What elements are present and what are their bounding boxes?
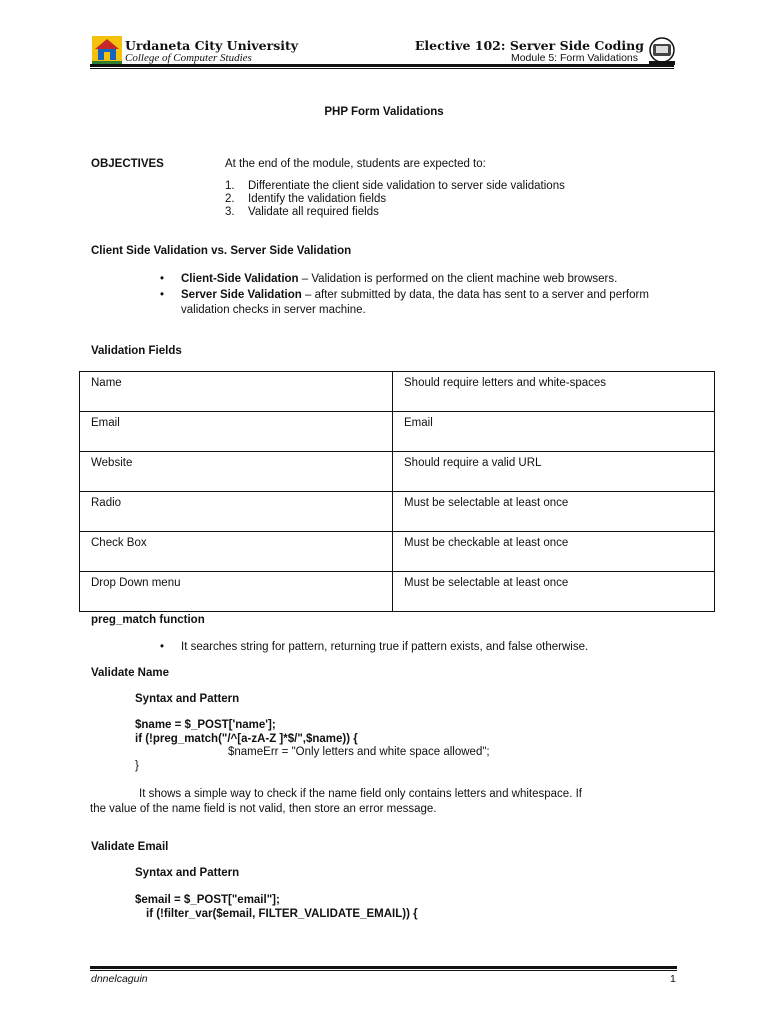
list-item: • Server Side Validation – after submitted by data, the data has sent to a server and perform validation checks in server machine. — [160, 288, 660, 319]
objectives-list — [225, 180, 565, 219]
validate-name-explanation: It shows a simple way to check if the name field only contains letters and whitespace. If — [139, 788, 582, 800]
code-line: if (!filter_var($email, FILTER_VALIDATE_EMAIL)) { — [146, 908, 418, 920]
code-line: } — [135, 760, 139, 772]
footer-rule-thin — [90, 970, 677, 971]
preg-match-heading: preg_match function — [91, 614, 205, 626]
validation-fields-heading: Validation Fields — [91, 345, 182, 357]
table-row: Website Should require a valid URL — [80, 452, 715, 492]
comparison-list — [160, 272, 660, 319]
college-name: College of Computer Studies — [125, 52, 252, 64]
list-item: • Client-Side Validation – Validation is performed on the client machine web browsers. — [160, 272, 660, 288]
code-line: $name = $_POST['name']; — [135, 719, 276, 731]
computer-studies-emblem — [645, 36, 679, 66]
table-row: Radio Must be selectable at least once — [80, 492, 715, 532]
list-item: • It searches string for pattern, returning true if pattern exists, and false otherwise. — [160, 640, 700, 656]
footer-author: dnnelcaguin — [91, 973, 148, 985]
university-logo — [92, 36, 122, 66]
table-row: Name Should require letters and white-spaces — [80, 372, 715, 412]
validate-email-heading: Validate Email — [91, 841, 169, 853]
validate-name-explanation-cont: the value of the name field is not valid, then store an error message. — [90, 803, 437, 815]
validate-name-subheading: Syntax and Pattern — [135, 693, 240, 705]
table-row: Check Box Must be checkable at least once — [80, 532, 715, 572]
university-name: Urdaneta City University — [125, 38, 299, 53]
module-title: Module 5: Form Validations — [510, 52, 638, 64]
validation-fields-table — [79, 371, 715, 612]
page-number: 1 — [670, 973, 676, 985]
preg-match-list — [160, 640, 700, 656]
header-rule-thin — [90, 68, 674, 69]
header-rule — [90, 64, 674, 67]
course-title: Elective 102: Server Side Coding — [414, 38, 644, 53]
code-line: $email = $_POST["email"]; — [135, 894, 280, 906]
validate-name-heading: Validate Name — [91, 667, 169, 679]
list-item: 3. Validate all required fields — [225, 206, 379, 218]
objectives-label: OBJECTIVES — [91, 158, 164, 170]
code-line: $nameErr = "Only letters and white space allowed"; — [228, 746, 490, 758]
validate-email-subheading: Syntax and Pattern — [135, 867, 240, 879]
table-row: Email Email — [80, 412, 715, 452]
objectives-intro: At the end of the module, students are expected to: — [225, 158, 486, 170]
comparison-heading: Client Side Validation vs. Server Side Validation — [91, 245, 352, 257]
code-line: if (!preg_match("/^[a-zA-Z ]*$/",$name)) { — [135, 733, 358, 745]
footer-rule — [90, 966, 677, 969]
list-item: 1. Differentiate the client side validation to server side validations — [225, 180, 565, 192]
list-item: 2. Identify the validation fields — [225, 193, 387, 205]
document-title: PHP Form Validations — [324, 106, 444, 118]
table-row: Drop Down menu Must be selectable at least once — [80, 572, 715, 612]
